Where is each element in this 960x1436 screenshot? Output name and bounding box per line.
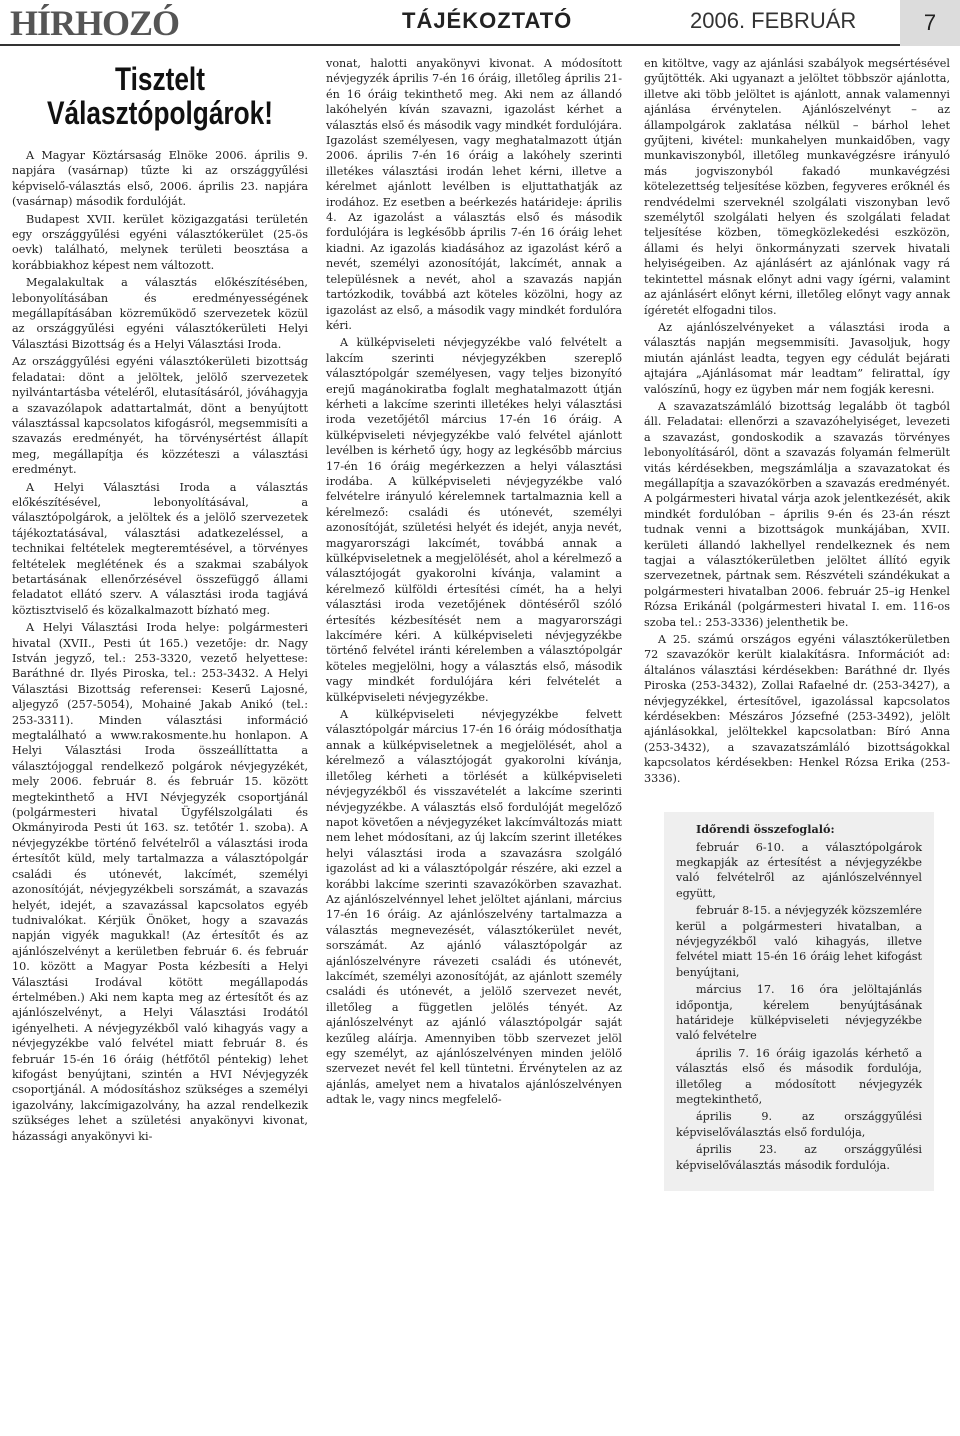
paragraph: A Helyi Választási Iroda a választás előkészítésével, lebonyolításával, a választópolgárok, a jelöltek és a jelölő szervezetek tájékoztatásával, választási adatkezeléssel, a technikai feltételek megteremtésével, a törvényes feltételek meglétének és a szakmai szabályok betartásának ellenőrzésével összefüggő állami feladatot ellátó szerv. A választási iroda tagjává köztisztviselő és közalkalmazott bízható meg. xyxy=(12,480,308,617)
section-title: TÁJÉKOZTATÓ xyxy=(402,8,573,33)
article-column-1 xyxy=(12,56,308,1146)
summary-item: április 23. az országgyűlési képviselőválasztás második fordulója. xyxy=(676,1143,922,1172)
paragraph: vonat, halotti anyakönyvi kivonat. A módosított névjegyzék április 7-én 16 óráig, illetőleg április 21-én 16 óráig tekinthető meg. Aki nem az állandó lakóhelyén kíván szavazni, igazolást kérhet a választás első és második vagy mindkét fordulójára. Igazolást személyesen, vagy meghatalmazott útján 2006. április 7-én 16 óráig a lakóhely szerinti illetékes választási irodán lehet kérni, illetve a kérelmet ajánlott levélben is eljuttathatják az irodához. Ez esetben a beérkezés határideje: április 4. Az igazolást a választás első és második fordulójára is legkésőbb április 7-én 16 óráig lehet kiadni. Az igazolás kiadásához az igazolást kérő a nevét, személyi azonosítóját, lakcímét, annak a településnek a nevét, ahol a szavazás napján tartózkodik, továbbá azt köteles közölni, hogy az igazolást az első, a második vagy mindkét fordulóra kéri. xyxy=(326,57,622,332)
paragraph: Megalakultak a választás előkészítésében, lebonyolításában és eredményességének megállapításában közreműködő szervezetek közül az országgyűlési egyéni választókerületi Helyi Választási Bizottság és a Helyi Választási Iroda. xyxy=(12,276,308,351)
paragraph: A szavazatszámláló bizottság legalább öt tagból áll. Feladatai: ellenőrzi a szavazóhelyiséget, levezeti a szavazást, gondoskodik a szavazás törvényes lebonyolításáról, dönt a szavazás folyamán felmerült vitás kérdésekben, megszámlálja a szavazatokat és megállapítja a szavazókörben a szavazás eredményét. A polgármesteri hivatal várja azok jelentkezését, akik mindkét fordulóban – április 9-én és 23-án részt tudnak venni a bizottságok munkájában, XVII. kerületi állandó lakhellyel rendelkeznek és nem tagjai a választókerületben jelöltet állító egyik szervezetnek, pártnak sem. Részvételi szándékukat a polgármesteri hivatalban 2006. február 25–ig Henkel Rózsa Erikánál (polgármesteri hivatal I. em. 116-os szoba tel.: 253-3336) jelenthetik be. xyxy=(644,399,950,629)
paragraph: A külképviseleti névjegyzékbe való felvételt a lakcím szerinti névjegyzékben szereplő választópolgár személyesen, vagy teljes bizonyító erejű magánokiratba foglalt meghatalmazott útján kérheti a lakcíme szerinti illetékes helyi választási iroda vezetőjétől március 17-én 16 óráig. A külképviseleti névjegyzékbe való felvétel ajánlott levélben is kérhető úgy, hogy az legkésőbb március 17-én 16 óráig megérkezzen a helyi választási irodába. A külképviseleti névjegyzékbe való felvételre irányuló kérelemnek tartalmaznia kell a kérelmező: családi és utónevét, személyi azonosítóját, születési helyét és idejét, anyja nevét, magyarországi lakcímét, továbbá annak a külképviseletnek a megjelölését, ahol a kérelmező a választójogát gyakorolni kívánja, valamint a kérelmező külföldi értesítési címét, ha a helyi választási iroda vezetőjének döntéséről szóló értesítés kézbesítését nem a magyarországi lakcímére kéri. A külképviseleti névjegyzékbe történő felvétel iránti kérelemben a választópolgár köteles megjelölni, hogy a választás első, második vagy mindkét fordulójára kéri felvételét a külképviseleti névjegyzékbe. xyxy=(326,336,622,704)
paragraph: A Magyar Köztársaság Elnöke 2006. április 9. napjára (vasárnap) tűzte ki az országgyűlési képviselő-választás első, 2006. április 23. napjára (vasárnap) második fordulóját. xyxy=(12,149,308,209)
paragraph: A 25. számú országos egyéni választókerületben 72 szavazókör került kialakításra. Információt ad: általános választási kérdésekben: Baráthné dr. Ilyés Piroska (253-3432), Zollai Rafaelné dr. (253-3427), a névjegyzékkel, értesítővel, igazolással kapcsolatos kérdésekben: Mészáros Józsefné (253-3492), jelölt ajánlásokkal, jelöltekkel kapcsolatban: Bíró Anna (253-3432), a szavazatszámláló bizottságokkal kapcsolatos kérdésekben: Henkel Rózsa Erika (253-3336). xyxy=(644,633,950,785)
article-title xyxy=(39,62,282,130)
paragraph: A Helyi Választási Iroda helye: polgármesteri hivatal (XVII., Pesti út 165.) vezetője: dr. Nagy István jegyző, tel.: 253-3320, vezető helyettese: Baráthné dr. Ilyés Piroska, tel.: 253-3432. A Helyi Választási Bizottság referensei: Keserű Lajosné, aljegyző (257-5054), Mohainé Jakab Anikó (tel.: 253-3311). Minden választási információ megtalálható a www.rakosmente.hu honlapon. A Helyi Választási Iroda összeállíttatta a választójoggal rendelkező polgárok névjegyzékét, mely 2006. február 8. és február 15. között megtekinthető a HVI Névjegyzék csoportjánál (polgármesteri hivatal Ügyfélszolgálati és Okmányiroda Pesti út 163. sz. tetőtér 1. szoba). A névjegyzékbe történő felvételről a választási iroda értesítőt küld, mely tartalmazza a választópolgár családi és utónevét, lakcímét, személyi azonosítóját, névjegyzékbeli sorszámát, a szavazás helyét, idejét, a szavazással kapcsolatos egyéb tudnivalókat. Kérjük Önöket, hogy a szavazás napján vigyék magukkal! (Az értesítőt és az ajánlószelvényt a kerületben február 6. és február 10. között a Magyar Posta kézbesíti a Helyi Választási Irodával kötött megállapodás értelmében.) Aki nem kapta meg az értesítőt és az ajánlószelvényt, a Helyi Választási Irodától igényelheti. A névjegyzékből való kihagyás vagy a névjegyzékbe való felvétel miatt február 8. és február 15-én 16 óráig (hétfőtől péntekig) lehet kifogást benyújtani, szintén a HVI Névjegyzék csoportjánál. A módosításhoz szükséges a személyi igazolvány, lakcímigazolvány, ha azzal rendelkezik szükséges lehet a születési anyakönyvi kivonat, házassági anyakönyvi ki- xyxy=(12,621,308,1143)
article-title-line-2: Választópolgárok! xyxy=(46,95,273,131)
article-column-2 xyxy=(326,56,622,1110)
article-title-line-1: Tisztelt xyxy=(115,61,205,97)
summary-item: március 17. 16 óra jelöltajánlás időpontja, kérelem benyújtásának határideje külképviseleti névjegyzékbe való felvételre xyxy=(676,983,922,1043)
issue-date: 2006. FEBRUÁR xyxy=(690,8,857,33)
paragraph: Az ajánlószelvényeket a választási iroda a választás napján megsemmisíti. Javasoljuk, hogy miután ajánlást leadta, tegyen egy cédulát bejárati ajtajára „Ajánlásomat már leadtam” felirattal, így valószínű, hogy ez ügyben már nem fogják keresni. xyxy=(644,320,950,396)
timeline-summary-box xyxy=(664,812,934,1191)
summary-item: április 7. 16 óráig igazolás kérhető a választás első és második fordulója, illetőleg a módosított névjegyzék megtekinthető, xyxy=(676,1046,922,1106)
page-header xyxy=(0,0,960,46)
summary-item: február 8-15. a névjegyzék közszemlére kerül a polgármesteri hivatalban, a névjegyzékből való kihagyás, illetve felvétel miatt 15-én 16 óráig lehet kifogást benyújtani, xyxy=(676,904,922,979)
page-number: 7 xyxy=(900,0,960,46)
article-column-3 xyxy=(644,56,950,1191)
paragraph: A külképviseleti névjegyzékbe felvett választópolgár március 17-én 16 óráig módosíthatja annak a külképviseletnek a megjelölését, ahol a kérelmező a választójogát gyakorolni kívánja, illetőleg kérheti a törlését a külképviseleti névjegyzékből és visszavételét a lakcíme szerinti névjegyzékbe. A választás első fordulóját megelőző napot követően a névjegyzéket lakcímváltozás miatt nem lehet módosítani, az új lakcím szerint illetékes helyi választási iroda a szavazásra szolgáló igazolást ad ki a választópolgár részére, aki ezzel a korábbi lakcíme szerinti szavazókörben szavazhat. Az ajánlószelvénnyel lehet jelöltet ajánlani, március 17-én 16 óráig. Az ajánlószelvény tartalmazza a választás megnevezését, választókerület nevét, sorszámát. Az ajánló választópolgár az ajánlószelvényre rávezeti családi és utónevét, lakcímét, személyi azonosítóját, az ajánlott személy családi és utónevét, a jelölő szervezet nevét, illetőleg a független jelölés tényét. Az ajánlószelvényt az ajánló választópolgár saját kezűleg aláírja. Amennyiben több szervezet jelöl egy személyt, az ajánlószelvényen minden jelölő szervezet nevét fel kell tüntetni. Érvénytelen az az ajánlás, amelyet nem a hivatalos ajánlószelvényen adtak le, vagy nincs megfelelő- xyxy=(326,708,622,1107)
paragraph: en kitöltve, vagy az ajánlási szabályok megsértésével gyűjtötték. Aki ugyanazt a jelöltet többször ajánlotta, illetve aki több jelöltet is ajánlott, annak valamennyi ajánlása érvénytelen. Ajánlószelvényt – az állampolgárok zaklatása nélkül – bárhol lehet gyűjteni, kivétel: munkahelyen munkaidőben, vagy munkaviszonyból, illetőleg munkavégzésre irányuló más jogviszonyból fakadó munkavégzési kötelezettség teljesítése közben, fegyveres erőknél és rendvédelmi szerveknél szolgálati viszonyban levő személytől szolgálati helyen és szolgálati feladat teljesítése közben, tömegközlekedési eszközön, állami és helyi önkormányzati szervek hivatali helyiségeiben. Az ajánlásért az ajánlónak vagy rá tekintettel másnak előnyt adni vagy ígérni, valamint az ajánlásért előnyt kérni, illetőleg előnyt vagy annak ígéretét elfogadni tilos. xyxy=(644,57,950,317)
summary-title: Időrendi összefoglaló: xyxy=(696,822,835,837)
summary-item: április 9. az országgyűlési képviselőválasztás első fordulója, xyxy=(676,1110,922,1139)
publication-logo: HÍRHOZÓ xyxy=(10,3,180,43)
paragraph: Budapest XVII. kerület közigazgatási területén egy országgyűlési egyéni választókerület (25-ös oevk) található, melynek területi beosztása a korábbiakhoz képest nem változott. xyxy=(12,212,308,272)
paragraph: Az országgyűlési egyéni választókerületi bizottság feladatai: dönt a jelöltek, jelölő szervezetek nyilvántartásba vételéről, elutasításáról, jóváhagyja a szavazólapok adattartalmát, dönt a benyújtott választással kapcsolatos kifogásról, megsemmisíti a szavazás eredményét, ha törvénysértést állapít meg, megállapítja és közzéteszi a választási eredményt. xyxy=(12,355,308,477)
summary-item: február 6-10. a választópolgárok megkapják az értesítést a névjegyzékbe való felvételről az ajánlószelvénnyel együtt, xyxy=(676,840,922,900)
